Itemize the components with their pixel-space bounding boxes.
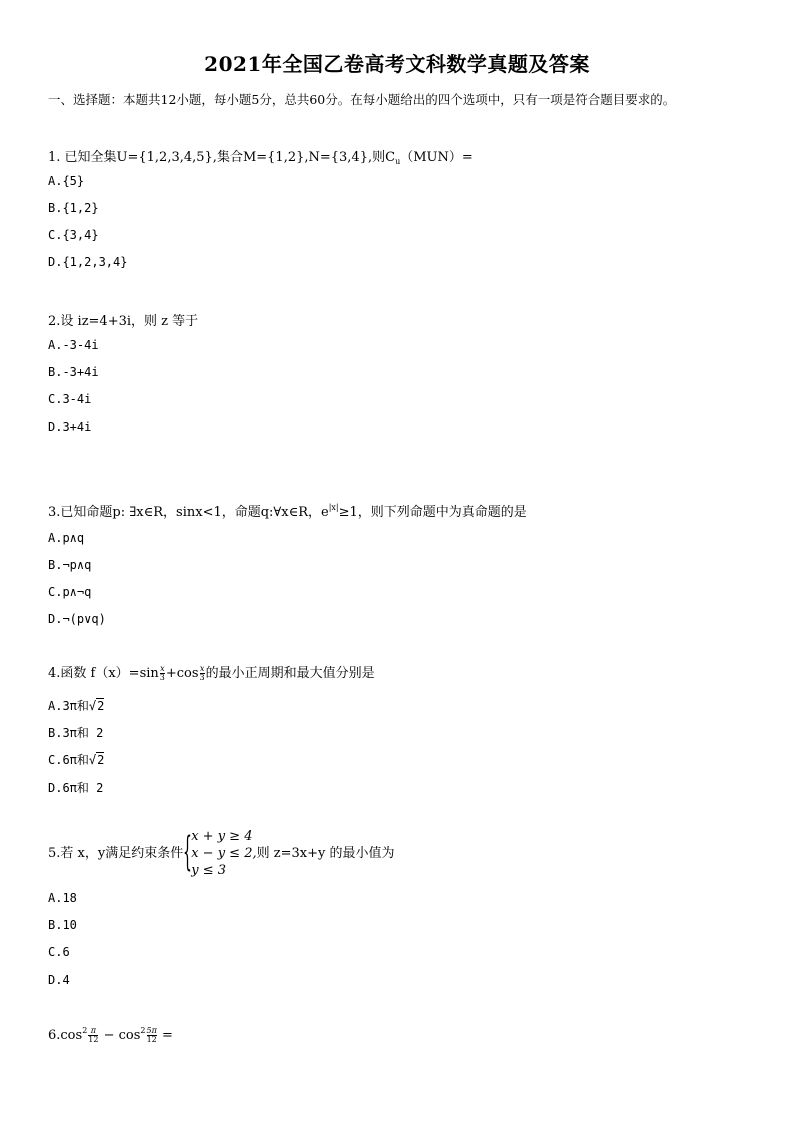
q6-fraction-2: $\frac{5\pi}{12}$	[146, 1026, 157, 1044]
question-2-stem: 2.设 iz=4+3i，则 z 等于	[48, 314, 199, 329]
q5-option-b: B.10	[48, 918, 77, 932]
q1-option-b: B.{1,2}	[48, 201, 99, 215]
q3-stem-sup: |x|	[328, 503, 339, 512]
question-5-stem	[48, 828, 394, 879]
q2-option-d: D.3+4i	[48, 420, 92, 434]
q5-stem-b: 则 z=3x+y 的最小值为	[256, 846, 395, 861]
q4-fraction-cos: $\frac{x}{3}$	[199, 664, 205, 682]
q1-option-d: D.{1,2,3,4}	[48, 255, 128, 269]
q3-option-b: B.¬p∧q	[48, 558, 92, 572]
q1-stem-b: （MUN）=	[400, 150, 473, 165]
q1-stem-a: 1. 已知全集U={1,2,3,4,5},集合M={1,2},N={3,4},则C	[48, 150, 396, 165]
q5-option-c: C.6	[48, 945, 70, 959]
section-intro: 一、选择题：本题共12小题，每小题5分，总共60分。在每小题给出的四个选项中，只有一项是符合题目要求的。	[48, 92, 676, 107]
sqrt-radicand: 2	[97, 699, 105, 713]
q5-stem-a: 5.若 x，y满足约束条件	[48, 846, 184, 861]
q6-fraction-1: $\frac{\pi}{12}$	[88, 1026, 99, 1044]
q5-option-a: A.18	[48, 891, 77, 905]
q4-fraction-sin: $\frac{x}{3}$	[159, 664, 165, 682]
question-6-stem: $6.\cos^2$ $\frac{\pi}{12}$ − $\cos^2$ $\frac{5\pi}{12}$ =	[48, 1026, 173, 1044]
question-4-stem	[48, 662, 375, 682]
q3-option-c: C.p∧¬q	[48, 585, 92, 599]
q1-stem-sub: u	[395, 157, 401, 166]
page-title: 2021年全国乙卷高考文科数学真题及答案	[204, 52, 590, 76]
q6-cos-1: cos	[60, 1028, 83, 1043]
q4-stem-a: 4.函数 f（x）=sin	[48, 666, 159, 681]
q4-option-d: D.6π和 2	[48, 781, 104, 795]
q4-option-b: B.3π和 2	[48, 726, 104, 740]
question-3-stem	[48, 501, 527, 520]
q3-option-a: A.p∧q	[48, 531, 85, 545]
q4-stem-c: 的最小正周期和最大值分别是	[205, 666, 375, 681]
q2-option-a: A.-3-4i	[48, 338, 99, 352]
q2-option-c: C.3-4i	[48, 392, 92, 406]
q6-cos-2: cos	[118, 1028, 141, 1043]
question-1-stem	[48, 146, 473, 166]
q2-option-b: B.-3+4i	[48, 365, 99, 379]
sqrt-radicand: 2	[97, 753, 105, 767]
q4-option-a: A.3π和√2	[48, 699, 105, 713]
q5-option-d: D.4	[48, 973, 70, 987]
q3-stem-a: 3.已知命题p: ∃x∈R，sinx<1，命题q:∀x∈R，e	[48, 505, 329, 520]
q3-stem-b: ≥1，则下列命题中为真命题的是	[338, 505, 527, 520]
constraint-system: { x + y ≥ 4 x − y ≤ 2, y ≤ 3	[183, 829, 257, 878]
q1-option-a: A.{5}	[48, 174, 85, 188]
q1-option-c: C.{3,4}	[48, 228, 99, 242]
q4-option-c: C.6π和√2	[48, 753, 105, 767]
q3-option-d: D.¬(p∨q)	[48, 612, 106, 626]
q4-stem-b: +cos	[165, 666, 199, 681]
